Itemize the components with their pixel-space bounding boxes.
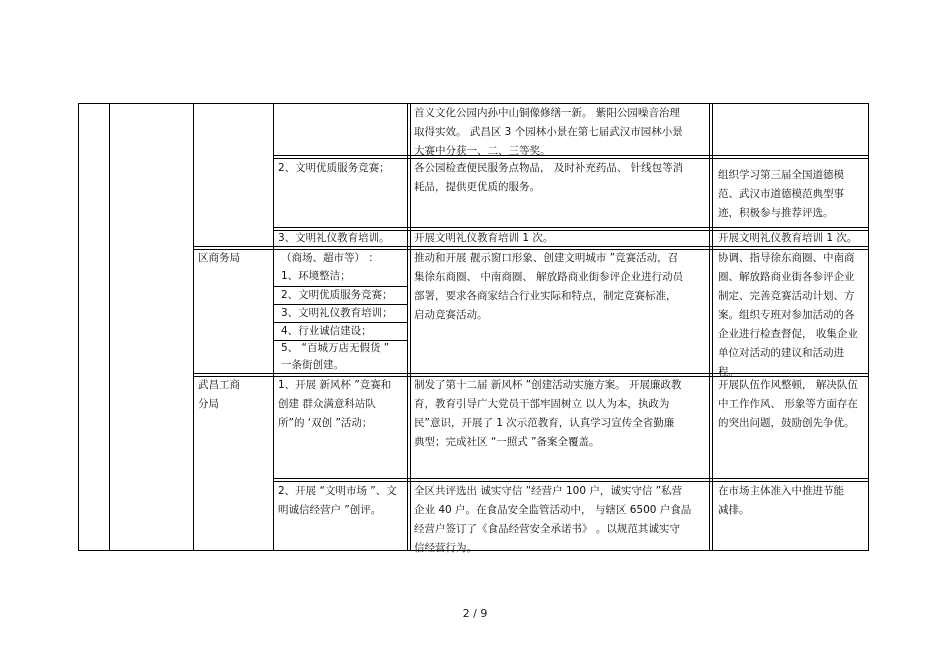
aic-progress-1: 制发了第十二届 新风杯 ”创建活动实施方案。 开展廉政教 育，教育引导广大党员干部牢固树立 以人为本，执政为 民”意识，开展了 1 次示范教育，认真学习宣传全省勤廉 典型；完成社区 “一照式 ”备案全覆盖。 [414, 379, 682, 448]
table-border-col4 [407, 103, 408, 550]
commerce-task-1: （商场、超市等） ： 1、环境整洁； [281, 252, 379, 282]
commerce-plan: 协调、指导徐东商圈、中南商 圈、解放路商业街各参评企业 制定、完善竞赛活动计划、方 案。组织专班对参加活动的各 企业进行检查督促， 收集企业 单位对活动的建议和活动进 程。 [718, 252, 858, 378]
commerce-task-3: 3、文明礼仪教育培训； [281, 307, 393, 319]
park-service-plan: 组织学习第三届全国道德模 范、武汉市道德模范典型事 迹，积极参与推荐评选。 [718, 169, 844, 219]
aic-progress-2: 全区共评选出 诚实守信 ”经营户 100 户，诚实守信 ”私营 企业 40 户。在食品安全监管活动中， 与辖区 6500 户食品 经营户签订了《食品经营安全承诺书》 。以规范其诚实守 信经营行为。 [414, 485, 692, 554]
table-border-col5b [712, 103, 713, 550]
aic-unit: 武昌工商 分局 [198, 379, 240, 410]
table-border-col2 [193, 103, 194, 550]
commerce-progress: 推动和开展 靓示窗口形象、创建文明城市 ”竞赛活动，召 集徐东商圈、 中南商圈、 解放路商业街参评企业进行动员 部署，要求各商家结合行业实际和特点，制定竞赛标准， 启动竞赛活动。 [414, 252, 684, 321]
table-border-left [78, 103, 79, 550]
commerce-task-4: 4、行业诚信建设； [281, 325, 372, 337]
commerce-unit: 区商务局 [198, 252, 240, 264]
page-number: 2 / 9 [462, 607, 488, 620]
row-divider [273, 227, 869, 228]
commerce-task-5: 5、 “百城万店无假货 ” 一条街创建。 [281, 342, 390, 371]
aic-task-2: 2、开展 “文明市场 ”、文 明诚信经营户 ”创评。 [278, 485, 397, 516]
table-border-col5 [709, 103, 710, 550]
commerce-task-2: 2、文明优质服务竞赛； [281, 289, 393, 301]
park-service-task: 2、文明优质服务竞赛； [278, 162, 390, 174]
table-border-col3 [273, 103, 274, 550]
park-etiquette-plan: 开展文明礼仪教育培训 1 次。 [718, 232, 858, 244]
park-top-progress: 首义文化公园内孙中山铜像修缮一新。 紫阳公园噪音治理 取得实效。 武昌区 3 个园林小景在第七届武汉市园林小景 大赛中分获一、二、三等奖。 [414, 107, 683, 157]
park-etiquette-task: 3、文明礼仪教育培训。 [278, 232, 390, 244]
table-border-right [868, 103, 869, 550]
table-border-col1 [109, 103, 110, 550]
row-divider [273, 478, 869, 479]
park-etiquette-progress: 开展文明礼仪教育培训 1 次。 [414, 232, 554, 244]
aic-plan-1: 开展队伍作风整顿， 解决队伍 中工作作风、 形象等方面存在 的突出问题，鼓励创先争优。 [718, 379, 858, 429]
park-service-progress: 各公园检查便民服务点物品， 及时补充药品、 针线包等消 耗品，提供更优质的服务。 [414, 162, 684, 193]
table-border-col4b [410, 103, 411, 550]
aic-task-1: 1、开展 新风杯 ”竞赛和 创建 群众满意科站队 所”的 ‘双创 ”活动； [278, 379, 392, 429]
aic-plan-2: 在市场主体准入中推进节能 减排。 [718, 485, 844, 516]
